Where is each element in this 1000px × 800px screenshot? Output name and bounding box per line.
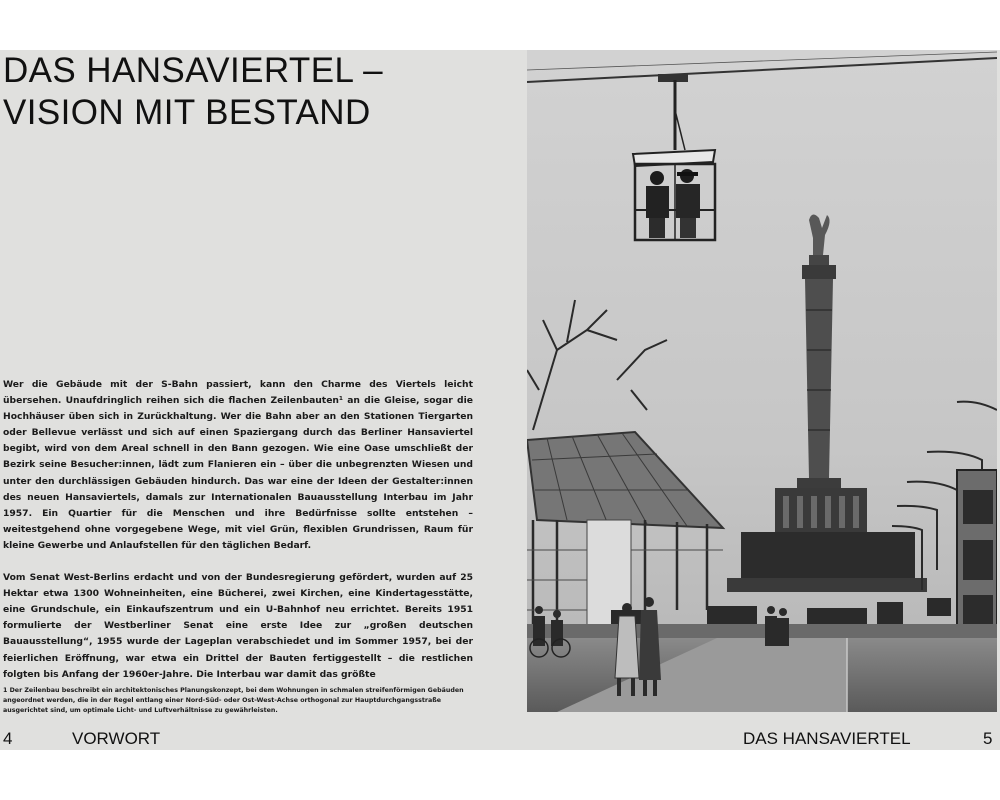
title-line-2: VISION MIT BESTAND [3, 93, 371, 132]
left-page-number: 4 [3, 729, 13, 748]
historic-photo [527, 50, 997, 712]
footnote: 1 Der Zeilenbau beschreibt ein architektonisches Planungskonzept, bei dem Wohnungen in schmalen streifenförmigen Gebäuden angeordnet werden, die in der Regel entlang einer Nord-Süd- oder Ost-West-Achse orthogonal zur Hauptdurchgangsstraße ausgerichtet sind, um optimale Licht- und Luftverhältnisse zu gewährleisten. [3, 687, 464, 714]
book-spread [0, 50, 1000, 750]
title-line-1: DAS HANSAVIERTEL – [3, 51, 384, 90]
page-title [3, 50, 383, 134]
paragraph-2: Vom Senat West-Berlins erdacht und von der Bundesregierung gefördert, wurden auf 25 Hektar etwa 1300 Wohneinheiten, eine Bücherei, zwei Kirchen, eine Kindertagesstätte, eine Grundschule, ein Einkaufszentrum und ein U-Bahnhof neu errichtet. Bereits 1951 formulierte der Westberliner Senat eine erste Idee zur „großen deutschen Bauausstellung“, 1955 wurde der Lageplan verabschiedet und im Sommer 1957, bei der feierlichen Eröffnung, war etwa ein Drittel der Bauten fertiggestellt – die restlichen folgten bis Anfang der 1960er-Jahre. Die Interbau war damit das größte [3, 572, 473, 680]
paragraph-1: Wer die Gebäude mit der S-Bahn passiert, kann den Charme des Viertels leicht übersehen. Unaufdringlich reihen sich die flachen Zeilenbauten¹ an die Gleise, sogar die Hochhäuser üben sich in Zurückhaltung. Wer die Bahn aber an den Stationen Tiergarten oder Bellevue verlässt und sich auf einen Spaziergang durch das Berliner Hansaviertel begibt, wird von dem Areal schnell in den Bann gezogen. Wie eine Oase umschließt der Bezirk seine Besucher:innen, lädt zum Flanieren ein – über die unbegrenzten Wiesen und unter den durchlässigen Gebäuden hindurch. Das war eine der Ideen der Gestalter:innen des neuen Hansaviertels, damals zur Internationalen Bauausstellung Interbau im Jahr 1957. Ein Quartier für die Menschen und ihre Bedürfnisse sollte entstehen – weitestgehend ohne vorgegebene Wege, mit viel Grün, flexiblen Grundrissen, Raum für kleine Gewerbe und Anlaufstellen für den täglichen Bedarf. [3, 379, 473, 551]
right-page-number: 5 [983, 729, 993, 748]
left-section-title: VORWORT [72, 729, 161, 748]
body-text [3, 377, 473, 683]
right-section-title: DAS HANSAVIERTEL [743, 729, 911, 748]
